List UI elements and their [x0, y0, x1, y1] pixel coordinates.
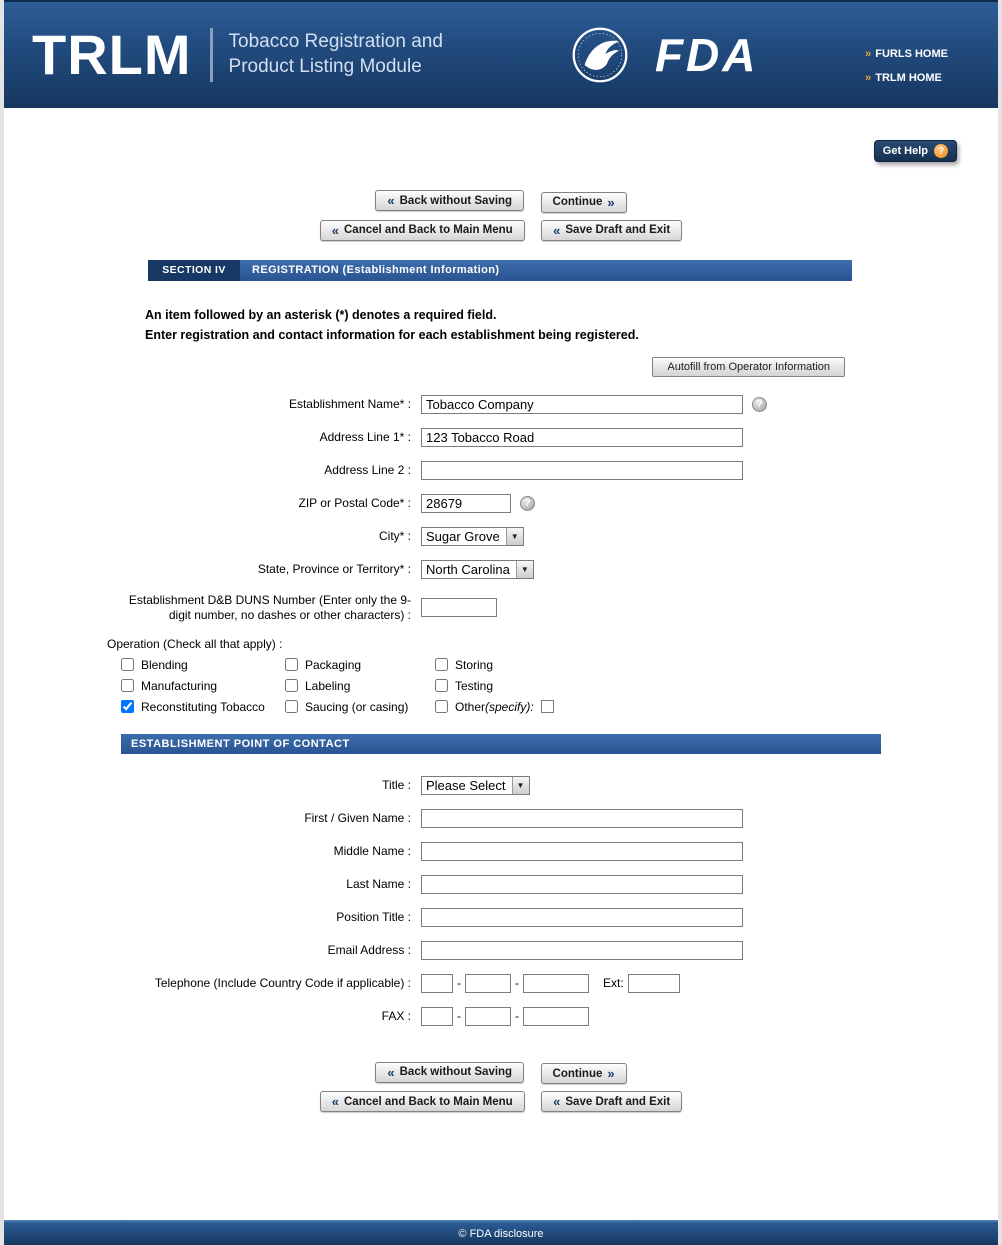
labeling-checkbox[interactable]: [285, 679, 298, 692]
first-name-label: First / Given Name :: [304, 810, 411, 825]
chevron-right-icon: »: [865, 48, 872, 60]
contact-title-select-value: Please Select: [426, 777, 506, 793]
other-specify-input[interactable]: [541, 700, 554, 713]
telephone-label: Telephone (Include Country Code if applicable) :: [154, 975, 411, 990]
top-button-row-2: [4, 220, 998, 241]
required-field-note: An item followed by an asterisk (*) denotes a required field.: [145, 307, 497, 322]
top-button-row-1: [4, 190, 998, 213]
chevrons-left-icon: «: [553, 222, 561, 238]
help-question-icon: ?: [934, 144, 948, 158]
address-line2-input[interactable]: [421, 461, 743, 480]
trlm-logo: TRLM: [32, 23, 192, 86]
duns-input[interactable]: [421, 598, 497, 617]
zip-label: ZIP or Postal Code* :: [298, 495, 411, 510]
email-input[interactable]: [421, 941, 743, 960]
fax-part2-input[interactable]: [465, 1007, 511, 1026]
saucing-checkbox[interactable]: [285, 700, 298, 713]
chevrons-left-icon: «: [331, 222, 339, 238]
fax-label: FAX :: [381, 1008, 411, 1023]
app-subtitle-line2: Product Listing Module: [228, 56, 422, 77]
footer-disclosure-link[interactable]: © FDA disclosure: [458, 1227, 544, 1240]
establishment-name-row: [121, 395, 881, 414]
phone-part1-input[interactable]: [421, 974, 453, 993]
position-title-row: [121, 908, 881, 927]
address-line2-row: [121, 461, 881, 480]
city-select-value: Sugar Grove: [426, 528, 500, 544]
other-checkbox[interactable]: [435, 700, 448, 713]
chevrons-left-icon: «: [553, 1094, 561, 1109]
back-without-saving-button-bottom[interactable]: « Back without Saving: [375, 1062, 524, 1083]
blending-checkbox[interactable]: [121, 658, 134, 671]
fax-hyphen: -: [515, 1009, 519, 1023]
other-label: Other(specify):: [455, 699, 534, 714]
cancel-back-main-menu-button-bottom[interactable]: « Cancel and Back to Main Menu: [320, 1091, 525, 1112]
form-container: [107, 260, 881, 1026]
other-specify-label: (specify):: [485, 699, 534, 714]
establishment-form: [107, 395, 881, 1026]
first-name-row: [121, 809, 881, 828]
address-line1-label: Address Line 1* :: [319, 429, 411, 444]
duns-row: [121, 593, 881, 623]
state-select[interactable]: [421, 560, 534, 579]
operation-manufacturing[interactable]: Manufacturing: [121, 679, 285, 693]
chevrons-left-icon: «: [387, 1064, 395, 1080]
app-header: [4, 0, 998, 108]
dropdown-arrow-icon: ▼: [516, 561, 533, 578]
middle-name-input[interactable]: [421, 842, 743, 861]
operation-packaging[interactable]: Packaging: [285, 658, 435, 672]
address-line2-label: Address Line 2 :: [324, 462, 411, 477]
operation-reconstituting-tobacco[interactable]: Reconstituting Tobacco: [121, 700, 285, 714]
hhs-eagle-logo-icon: [571, 26, 629, 84]
header-links: [865, 48, 948, 96]
testing-checkbox[interactable]: [435, 679, 448, 692]
section-header-bar: [148, 260, 852, 281]
main-content: [4, 108, 998, 1220]
cancel-back-main-menu-button[interactable]: « Cancel and Back to Main Menu: [320, 220, 525, 241]
autofill-from-operator-button[interactable]: Autofill from Operator Information: [652, 357, 845, 377]
contact-title-label: Title :: [382, 777, 411, 792]
bottom-button-row-1: [4, 1062, 998, 1085]
link-furls-home[interactable]: » FURLS HOME: [865, 48, 948, 60]
telephone-row: [121, 974, 881, 993]
duns-label: Establishment D&B DUNS Number (Enter only the 9-digit number, no dashes or other characters) :: [128, 592, 411, 622]
phone-part3-input[interactable]: [523, 974, 589, 993]
establishment-name-input[interactable]: [421, 395, 743, 414]
phone-ext-label: Ext:: [603, 976, 624, 990]
operation-saucing[interactable]: Saucing (or casing): [285, 700, 435, 714]
position-title-input[interactable]: [421, 908, 743, 927]
contact-title-row: [121, 776, 881, 795]
operation-blending[interactable]: Blending: [121, 658, 285, 672]
last-name-label: Last Name :: [346, 876, 411, 891]
email-label: Email Address :: [327, 942, 411, 957]
phone-part2-input[interactable]: [465, 974, 511, 993]
contact-title-select[interactable]: [421, 776, 530, 795]
contact-section-header: ESTABLISHMENT POINT OF CONTACT: [121, 734, 881, 754]
reconstituting-tobacco-checkbox[interactable]: [121, 700, 134, 713]
operation-other: [435, 700, 881, 714]
last-name-input[interactable]: [421, 875, 743, 894]
operation-label: Operation (Check all that apply) :: [107, 636, 283, 651]
save-draft-exit-button-bottom[interactable]: « Save Draft and Exit: [541, 1091, 682, 1112]
autofill-row: [121, 357, 881, 377]
dropdown-arrow-icon: ▼: [512, 777, 529, 794]
state-select-value: North Carolina: [426, 561, 510, 577]
link-trlm-home[interactable]: » TRLM HOME: [865, 72, 942, 84]
state-row: [121, 560, 881, 579]
section-tab: SECTION IV: [148, 260, 240, 281]
fda-logo: FDA: [654, 29, 759, 81]
fax-part1-input[interactable]: [421, 1007, 453, 1026]
first-name-input[interactable]: [421, 809, 743, 828]
city-row: [121, 527, 881, 546]
manufacturing-checkbox[interactable]: [121, 679, 134, 692]
bottom-button-row-2: [4, 1091, 998, 1112]
chevrons-right-icon: »: [607, 194, 615, 210]
fax-hyphen: -: [457, 1009, 461, 1023]
phone-hyphen: -: [515, 976, 519, 990]
intro-text: [145, 305, 881, 345]
app-subtitle-line1: Tobacco Registration and: [228, 31, 443, 53]
establishment-name-help-icon[interactable]: ?: [752, 397, 767, 412]
header-divider: [210, 28, 213, 82]
fax-row: [121, 1007, 881, 1026]
middle-name-row: [121, 842, 881, 861]
contact-form: [121, 776, 881, 1026]
operation-labeling[interactable]: Labeling: [285, 679, 435, 693]
email-row: [121, 941, 881, 960]
fax-part3-input[interactable]: [523, 1007, 589, 1026]
address-line1-row: [121, 428, 881, 447]
page: [4, 0, 998, 1245]
chevrons-right-icon: »: [607, 1066, 615, 1081]
app-subtitle: [229, 30, 443, 79]
phone-hyphen: -: [457, 976, 461, 990]
get-help-button[interactable]: [874, 140, 957, 162]
city-select[interactable]: [421, 527, 524, 546]
instruction-text: Enter registration and contact information for each establishment being registered.: [145, 327, 639, 342]
packaging-checkbox[interactable]: [285, 658, 298, 671]
phone-ext-input[interactable]: [628, 974, 680, 993]
last-name-row: [121, 875, 881, 894]
fax-inputs: [421, 1007, 589, 1026]
telephone-inputs: [421, 974, 680, 993]
page-footer: [4, 1220, 998, 1245]
zip-help-icon[interactable]: ?: [520, 496, 535, 511]
storing-checkbox[interactable]: [435, 658, 448, 671]
chevrons-left-icon: «: [331, 1094, 339, 1109]
back-without-saving-button[interactable]: « Back without Saving: [375, 190, 524, 211]
section-title: REGISTRATION (Establishment Information): [252, 264, 500, 276]
position-title-label: Position Title :: [336, 909, 411, 924]
get-help-label: Get Help: [882, 145, 928, 157]
zip-input[interactable]: [421, 494, 511, 513]
dropdown-arrow-icon: ▼: [506, 528, 523, 545]
chevrons-left-icon: «: [387, 193, 395, 208]
address-line1-input[interactable]: [421, 428, 743, 447]
continue-button-bottom[interactable]: Continue »: [541, 1063, 627, 1084]
chevron-right-icon: »: [865, 72, 872, 84]
zip-row: [121, 494, 881, 513]
state-label: State, Province or Territory* :: [257, 561, 411, 576]
operation-testing[interactable]: Testing: [435, 679, 881, 693]
operation-storing[interactable]: Storing: [435, 658, 881, 672]
save-draft-exit-button[interactable]: « Save Draft and Exit: [541, 220, 682, 241]
middle-name-label: Middle Name :: [333, 843, 411, 858]
continue-button[interactable]: Continue »: [541, 192, 627, 213]
city-label: City* :: [378, 528, 411, 543]
establishment-name-label: Establishment Name* :: [288, 396, 411, 411]
operations-checkbox-grid: [121, 658, 881, 714]
